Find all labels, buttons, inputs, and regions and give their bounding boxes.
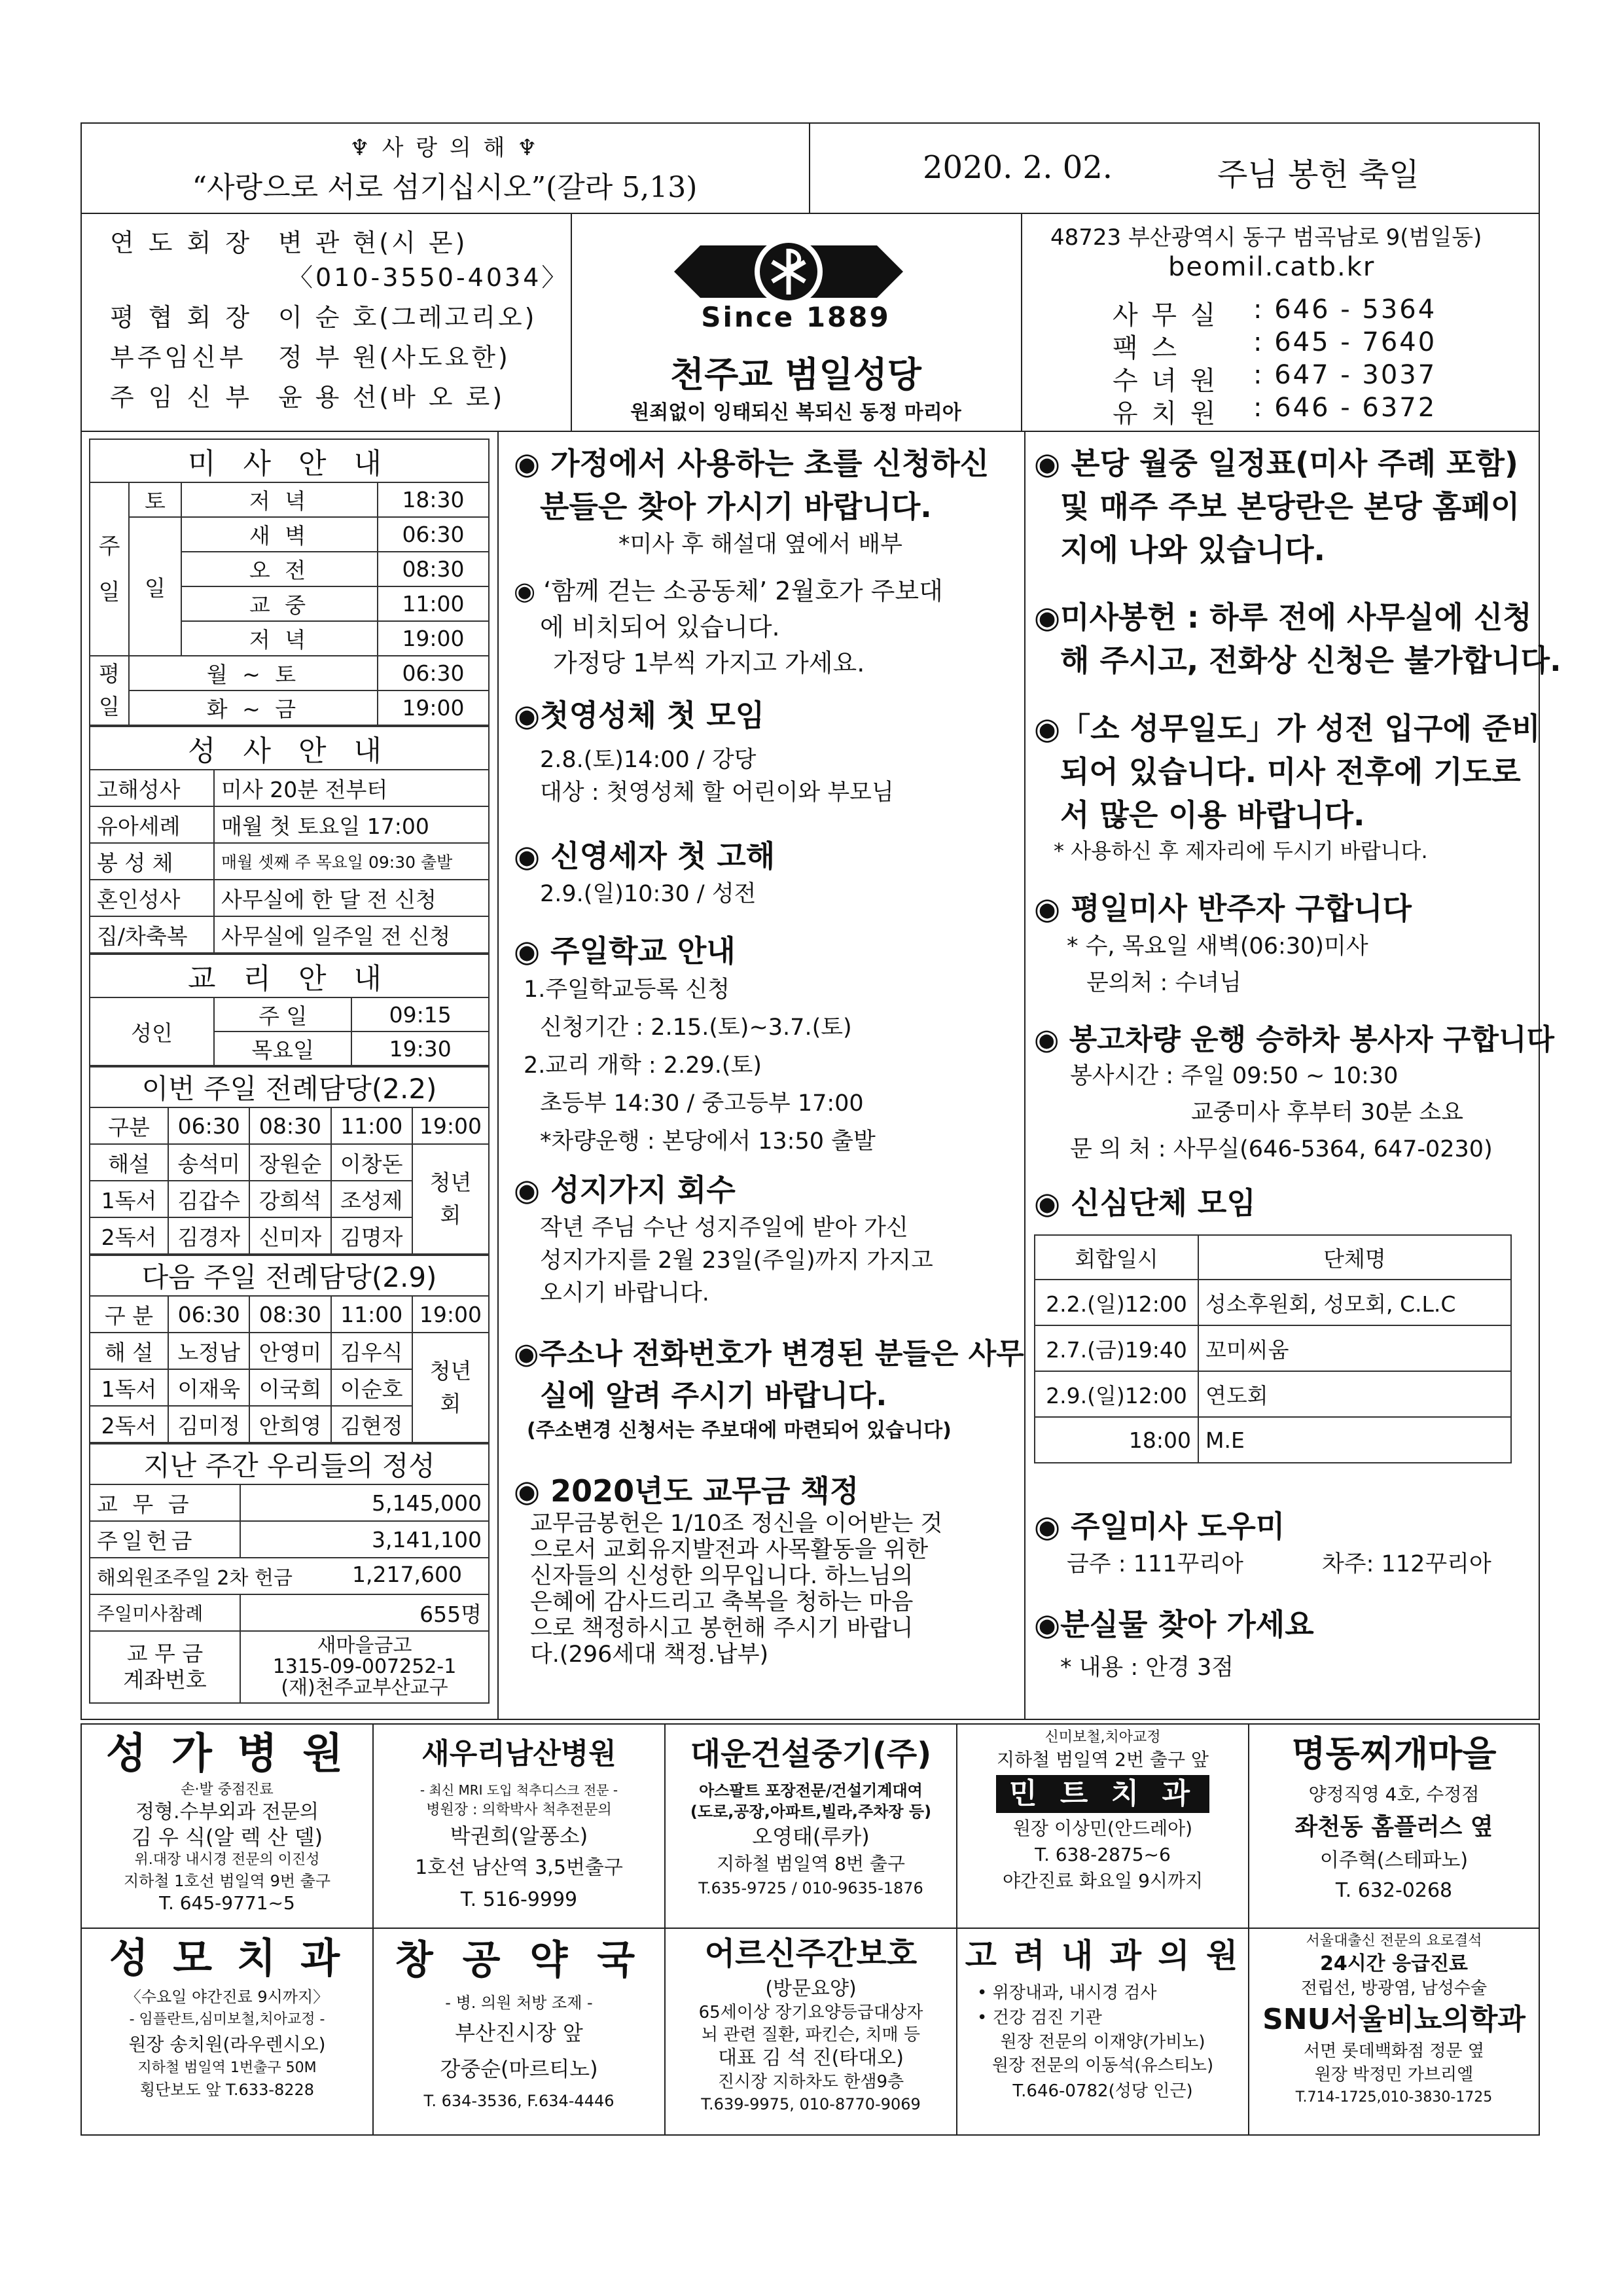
ad-line: 병원장 : 의학박사 척추전문의 — [426, 1802, 612, 1818]
notice-title: ◉ 가정에서 사용하는 초를 신청하신 — [514, 446, 990, 481]
name-cell: 강희석 — [249, 1181, 330, 1217]
next-week-title: 다음 주일 전례담당(2.9) — [90, 1255, 489, 1296]
phone-number: : 646 - 6372 — [1253, 393, 1437, 423]
ad-line: T. 632-0268 — [1335, 1879, 1453, 1902]
ad-mint-dental — [957, 1728, 1248, 1924]
group-name: M.E — [1198, 1417, 1511, 1463]
weekday-label: 평일 — [90, 656, 129, 725]
name-cell: 장원순 — [249, 1144, 330, 1181]
ad-line: 오영태(루카) — [752, 1824, 870, 1849]
name-cell: 이창돈 — [331, 1144, 412, 1181]
ad-line: T.635-9725 / 010-9635-1876 — [698, 1879, 923, 1897]
header-cell: 06:30 — [168, 1107, 249, 1144]
notice-line: 교중미사 후부터 30분 소요 — [1191, 1100, 1464, 1126]
ad-line: - 임플란트,심미보철,치아교정 - — [129, 2011, 325, 2028]
name-cell: 안영미 — [249, 1333, 330, 1369]
middle-column — [514, 440, 1024, 1668]
notice-altar-servers — [1034, 1503, 1531, 1601]
notice-line: * 사용하신 후 제자리에 두시기 바랍니다. — [1054, 838, 1428, 863]
sacrament-value: 매월 셋째 주 목요일 09:30 출발 — [214, 843, 489, 880]
ad-line: 김 우 식(알 렉 산 델) — [131, 1825, 323, 1850]
role-cell: 1독서 — [90, 1369, 168, 1406]
name-cell: 김경자 — [168, 1217, 249, 1254]
account-label-line: 교 무 금 — [126, 1641, 204, 1666]
ad-line: - 병. 의원 처방 조제 - — [445, 1994, 593, 2012]
header-cell: 19:00 — [412, 1296, 489, 1333]
mass-name: 오 전 — [181, 552, 378, 586]
notice-line: 으로서 교회유지발전과 사목활동을 위한 — [530, 1537, 929, 1563]
notice-title: ◉ 본당 월중 일정표(미사 주례 포함) — [1034, 446, 1518, 481]
ad-line: 아스팔트 포장전문/건설기계대여 — [699, 1782, 923, 1800]
account-info — [240, 1631, 489, 1703]
column-divider — [1024, 431, 1026, 1720]
header-cell: 06:30 — [168, 1296, 249, 1333]
ad-line: 24시간 응급진료 — [1319, 1952, 1469, 1975]
catechism-title: 교 리 안 내 — [90, 954, 489, 997]
notice-title: ◉ 신심단체 모임 — [1034, 1185, 1256, 1221]
notice-address-change — [514, 1330, 1024, 1467]
name-cell: 신미자 — [249, 1217, 330, 1254]
ad-line: • 위장내과, 내시경 검사 — [977, 1983, 1157, 2003]
group-name: 연도회 — [1198, 1371, 1511, 1417]
youth-cell: 청년회 — [412, 1144, 489, 1254]
notice-line: *차량운행 : 본당에서 13:50 출발 — [540, 1128, 876, 1155]
group-when: 2.9.(일)12:00 — [1035, 1371, 1198, 1417]
offering-value: 5,145,000 — [240, 1484, 489, 1521]
this-week-title: 이번 주일 전례담당(2.2) — [90, 1067, 489, 1107]
sacrament-name: 고해성사 — [90, 770, 214, 806]
notice-organist-wanted — [1034, 885, 1531, 1016]
officer-role: 주 임 신 부 — [110, 383, 253, 412]
this-week-liturgy-table — [89, 1066, 490, 1255]
ad-line: (방문요양) — [765, 1977, 857, 2000]
notice-title: ◉미사봉헌 : 하루 전에 사무실에 신청 — [1034, 600, 1532, 635]
notice-line: * 수, 목요일 새벽(06:30)미사 — [1067, 933, 1368, 960]
notice-community-magazine — [514, 571, 1018, 692]
notice-lost-found — [1034, 1601, 1531, 1682]
sacrament-title: 성 사 안 내 — [90, 726, 489, 770]
notice-line: 으로 책정하시고 봉헌해 주시기 바랍니 — [530, 1615, 914, 1641]
notice-line: 2.8.(토)14:00 / 강당 — [540, 747, 757, 773]
offering-value: 3,141,100 — [240, 1521, 489, 1558]
ad-line: 지하철 범일역 1번출구 50M — [137, 2060, 317, 2076]
notice-line: 2.9.(일)10:30 / 성전 — [540, 881, 757, 907]
ad-line: 지하철 1호선 범일역 9번 출구 — [123, 1872, 331, 1890]
name-cell: 김우식 — [331, 1333, 412, 1369]
mass-name: 저 녁 — [181, 482, 378, 517]
divider — [809, 122, 810, 214]
notice-line: *미사 후 해설대 옆에서 배부 — [618, 531, 902, 558]
ad-line: 65세이상 장기요양등급대상자 — [698, 2003, 923, 2022]
notice-line: (주소변경 신청서는 주보대에 마련되어 있습니다) — [527, 1419, 952, 1442]
ad-line: T. 645-9771~5 — [159, 1892, 295, 1914]
ad-line: 뇌 관련 질환, 파킨슨, 치매 등 — [701, 2025, 921, 2045]
name-cell: 김갑수 — [168, 1181, 249, 1217]
next-week-servers: 차주: 112꾸리아 — [1322, 1551, 1491, 1577]
sunday-name: 주님 봉헌 축일 — [1217, 156, 1419, 193]
notice-van-volunteers — [1034, 1016, 1555, 1179]
notice-title: ◉ 평일미사 반주자 구합니다 — [1034, 891, 1412, 926]
sacrament-name: 혼인성사 — [90, 880, 214, 916]
notice-line: 가정당 1부씩 가지고 가세요. — [553, 649, 865, 677]
notice-line: 은혜에 감사드리고 축복을 청하는 마음 — [530, 1589, 914, 1615]
ad-sungga-hospital — [82, 1728, 372, 1924]
phone-number: : 645 - 7640 — [1253, 327, 1437, 357]
header-cell: 11:00 — [331, 1107, 412, 1144]
header-cell: 08:30 — [249, 1107, 330, 1144]
notice-title: ◉ 신영세자 첫 고해 — [514, 838, 776, 874]
motto: “사랑으로 서로 섬기십시오”(갈라 5,13) — [192, 171, 698, 204]
officer-phone: 〈010-3550-4034〉 — [288, 263, 569, 292]
year-theme: ♆ 사 랑 의 해 ♆ — [349, 135, 540, 161]
ad-line: 강중순(마르티노) — [440, 2056, 598, 2081]
notice-title: ◉「소 성무일도」가 성전 입구에 준비 — [1034, 711, 1541, 746]
notice-title: ◉첫영성체 첫 모임 — [514, 698, 765, 733]
sacrament-name: 집/차축복 — [90, 916, 214, 953]
account-label — [90, 1631, 240, 1703]
notice-mass-offering — [1034, 594, 1561, 705]
day-cell: 토 — [129, 482, 181, 517]
notice-line: 분들은 찾아 가시기 바랍니다. — [540, 489, 932, 524]
account-label-line: 계좌번호 — [123, 1667, 207, 1693]
officer-name: 변 관 현(시 몬) — [278, 228, 468, 257]
ad-title: 성 가 병 원 — [105, 1730, 349, 1778]
header-cell: 회합일시 — [1035, 1235, 1198, 1280]
group-when: 2.7.(금)19:40 — [1035, 1325, 1198, 1371]
catechism-time: 09:15 — [351, 997, 489, 1031]
ad-line: 횡단보도 앞 T.633-8228 — [139, 2081, 315, 2099]
notice-line: 문의처 : 수녀님 — [1086, 970, 1241, 996]
day-cell: 일 — [129, 517, 181, 656]
notice-title: ◉ 주일학교 안내 — [514, 933, 736, 969]
mass-name: 교 중 — [181, 586, 378, 621]
account-line: (재)천주교부산교구 — [281, 1676, 448, 1699]
notice-line: 2.교리 개학 : 2.29.(토) — [524, 1052, 762, 1079]
officer-role: 연 도 회 장 — [110, 228, 253, 257]
notice-line: 실에 알려 주시기 바랍니다. — [540, 1379, 887, 1412]
ad-title: 고 려 내 과 의 원 — [965, 1937, 1241, 1975]
ad-myeongdong-stew — [1249, 1728, 1539, 1924]
phone-number: : 646 - 5364 — [1253, 295, 1437, 325]
offering-name: 주일헌금 — [90, 1521, 240, 1558]
notice-candles — [514, 440, 1018, 571]
notice-line: 성지가지를 2월 23일(주일)까지 가지고 — [540, 1247, 933, 1274]
offerings-title: 지난 주간 우리들의 정성 — [90, 1444, 489, 1484]
phone-number: : 647 - 3037 — [1253, 360, 1437, 390]
ad-senior-daycare — [666, 1931, 956, 2134]
ad-saeuri-hospital — [374, 1728, 664, 1924]
mass-name: 새 벽 — [181, 517, 378, 552]
ad-line: 〈수요일 야간진료 9시까지〉 — [125, 1988, 329, 2006]
notice-monthly-schedule — [1034, 440, 1531, 594]
notice-tithe — [514, 1467, 1018, 1668]
mass-time: 11:00 — [378, 586, 489, 621]
sunday-label: 주일 — [90, 482, 129, 656]
notice-first-communion — [514, 692, 1018, 833]
header-cell: 19:00 — [412, 1107, 489, 1144]
offering-name: 해외원조주일 2차 헌금 — [97, 1567, 293, 1590]
name-cell: 조성제 — [331, 1181, 412, 1217]
ad-line: T.646-0782(성당 인근) — [1012, 2081, 1193, 2101]
notice-line: 해 주시고, 전화상 신청은 불가합니다. — [1060, 643, 1561, 678]
issue-date: 2020. 2. 02. — [923, 149, 1113, 186]
offering-name: 주일미사참례 — [90, 1594, 240, 1631]
mass-time: 08:30 — [378, 552, 489, 586]
ad-line: 서울대출신 전문의 요로결석 — [1306, 1933, 1482, 1949]
ad-line: T. 638-2875~6 — [1035, 1844, 1171, 1865]
notice-line: 작년 주님 수난 성지주일에 받아 가신 — [540, 1215, 908, 1241]
notice-palm-branches — [514, 1166, 1018, 1330]
notice-title: ◉ ‘함께 걷는 소공동체’ 2월호가 주보대 — [514, 577, 943, 605]
ad-line: 위.대장 내시경 전문의 이진성 — [134, 1852, 320, 1868]
notice-line: * 내용 : 안경 3점 — [1060, 1655, 1234, 1681]
ad-line: 진시장 지하차도 한샘9층 — [717, 2072, 904, 2092]
ad-line: 1호선 남산역 3,5번출구 — [415, 1856, 623, 1879]
notice-line: 지에 나와 있습니다. — [1060, 532, 1325, 567]
notice-line: 되어 있습니다. 미사 전후에 기도로 — [1060, 754, 1521, 789]
account-line: 새마을금고 — [317, 1634, 412, 1657]
mass-time: 19:00 — [378, 621, 489, 656]
notice-new-baptized — [514, 833, 1018, 927]
ad-line: 원장 송치원(라우렌시오) — [128, 2034, 326, 2055]
notice-liturgy-hours — [1034, 705, 1541, 885]
notice-title: ◉ 봉고차량 운행 승하차 봉사자 구합니다 — [1034, 1023, 1555, 1056]
mass-time: 06:30 — [378, 517, 489, 552]
ad-daewoon-construction — [666, 1728, 956, 1924]
ad-title: 창 공 약 국 — [395, 1937, 643, 1983]
mass-guide-table — [89, 439, 490, 726]
sacrament-name: 유아세례 — [90, 806, 214, 843]
notice-line: 다.(296세대 책정.납부) — [530, 1641, 769, 1668]
header-cell: 11:00 — [331, 1296, 412, 1333]
notice-sunday-school — [514, 927, 1018, 1166]
catechism-day: 목요일 — [214, 1031, 351, 1066]
group-when: 18:00 — [1035, 1417, 1198, 1463]
group-name: 꼬미씨움 — [1198, 1325, 1511, 1371]
notice-line: 신자들의 신성한 의무입니다. 하느님의 — [530, 1563, 914, 1589]
left-column — [89, 439, 490, 1704]
sacrament-value: 사무실에 한 달 전 신청 — [214, 880, 489, 916]
ad-line: 지하철 범일역 2번 출구 앞 — [997, 1749, 1209, 1770]
ad-line: (도로,공장,아파트,빌라,주차장 등) — [690, 1803, 932, 1821]
phone-label: 팩 스 — [1113, 333, 1179, 363]
role-cell: 해설 — [90, 1144, 168, 1181]
notice-line: 신청기간 : 2.15.(토)~3.7.(토) — [540, 1014, 852, 1041]
notice-groups — [1034, 1179, 1531, 1463]
ad-title: 대운건설중기(주) — [690, 1736, 932, 1772]
name-cell: 김미정 — [168, 1406, 249, 1443]
ad-line: T. 634-3536, F.634-4446 — [423, 2092, 615, 2110]
address: 48723 부산광역시 동구 범곡남로 9(범일동) — [1050, 224, 1482, 251]
this-week-servers: 금주 : 111꾸리아 — [1067, 1551, 1243, 1577]
officer-name: 정 부 원(사도요한) — [278, 343, 510, 372]
phone-label: 유 치 원 — [1113, 399, 1219, 429]
ad-line: 부산진시장 앞 — [455, 2020, 583, 2045]
mass-guide-title: 미 사 안 내 — [90, 439, 489, 482]
notice-line: 에 비치되어 있습니다. — [540, 613, 780, 641]
ad-line: 손·발 중점진료 — [181, 1782, 274, 1798]
next-week-liturgy-table — [89, 1255, 490, 1443]
ad-goryeo-clinic — [957, 1931, 1248, 2134]
ad-line: T. 516-9999 — [460, 1888, 578, 1911]
ad-line: T.714-1725,010-3830-1725 — [1295, 2089, 1493, 2106]
right-column — [1034, 440, 1561, 1682]
notice-line: 대상 : 첫영성체 할 어린이와 부모님 — [540, 780, 894, 806]
notice-line: 교무금봉헌은 1/10조 정신을 이어받는 것 — [530, 1511, 943, 1537]
header-cell: 구분 — [90, 1107, 168, 1144]
ad-snu-urology — [1249, 1931, 1539, 2134]
offerings-table — [89, 1443, 490, 1704]
offering-name: 교 무 금 — [90, 1484, 240, 1521]
ad-line: 원장 박정민 가브리엘 — [1314, 2065, 1474, 2085]
ad-line: 대표 김 석 진(타대오) — [718, 2047, 904, 2070]
name-cell: 김현정 — [331, 1406, 412, 1443]
mass-time: 19:00 — [378, 691, 489, 725]
sacrament-value: 미사 20분 전부터 — [214, 770, 489, 806]
role-cell: 1독서 — [90, 1181, 168, 1217]
sacrament-name: 봉 성 체 — [90, 843, 214, 880]
website-link[interactable]: beomil.catb.kr — [1168, 252, 1376, 282]
notice-line: 문 의 처 : 사무실(646-5364, 647-0230) — [1070, 1136, 1493, 1162]
notice-title: ◉ 주일미사 도우미 — [1034, 1509, 1285, 1544]
group-when: 2.2.(일)12:00 — [1035, 1280, 1198, 1325]
role-cell: 해 설 — [90, 1333, 168, 1369]
groups-table — [1034, 1234, 1512, 1463]
ad-line: 서면 롯데백화점 정문 옆 — [1304, 2041, 1484, 2061]
name-cell: 이재욱 — [168, 1369, 249, 1406]
mass-days: 화 ~ 금 — [129, 691, 378, 725]
divider — [1021, 213, 1022, 432]
officer-role: 평 협 회 장 — [110, 303, 253, 332]
ad-seongmo-dental — [82, 1931, 372, 2134]
ad-line: 원장 전문의 이동석(유스티노) — [991, 2056, 1214, 2075]
notice-title: ◉ 2020년도 교무금 책정 — [514, 1473, 859, 1509]
ad-line: 신미보철,치아교정 — [1044, 1729, 1161, 1746]
ad-line: 야간진료 화요일 9시까지 — [1002, 1870, 1204, 1892]
ad-title: 명동찌개마을 — [1291, 1733, 1497, 1774]
catechism-time: 19:30 — [351, 1031, 489, 1066]
ad-line: 전립선, 방광염, 남성수술 — [1300, 1979, 1488, 1998]
ad-title: 어르신주간보호 — [704, 1935, 918, 1972]
role-cell: 2독서 — [90, 1406, 168, 1443]
youth-cell: 청년회 — [412, 1333, 489, 1443]
ad-title: 새우리남산병원 — [421, 1737, 616, 1770]
sacrament-value: 사무실에 일주일 전 신청 — [214, 916, 489, 953]
notice-line: 서 많은 이용 바랍니다. — [1060, 797, 1365, 833]
ad-line: 양정직영 4호, 수정점 — [1308, 1784, 1480, 1805]
account-line: 1315-09-007252-1 — [272, 1655, 457, 1678]
header-cell: 단체명 — [1198, 1235, 1511, 1280]
offering-value: 655명 — [240, 1594, 489, 1631]
mass-time: 06:30 — [378, 656, 489, 691]
header-cell: 구 분 — [90, 1296, 168, 1333]
ad-line: • 건강 검진 기관 — [977, 2008, 1102, 2028]
mass-name: 저 녁 — [181, 621, 378, 656]
notice-line: 1.주일학교등록 신청 — [524, 977, 730, 1003]
mass-days: 월 ~ 토 — [129, 656, 378, 691]
ads-divider — [80, 1928, 1540, 1929]
column-divider — [497, 431, 499, 1720]
sacrament-table — [89, 726, 490, 954]
sacrament-value: 매월 첫 토요일 17:00 — [214, 806, 489, 843]
catechism-day: 주 일 — [214, 997, 351, 1031]
name-cell: 이국희 — [249, 1369, 330, 1406]
notice-title: ◉ 성지가지 회수 — [514, 1172, 736, 1208]
ad-changgong-pharmacy — [374, 1931, 664, 2134]
ad-line: - 최신 MRI 도입 척추디스크 전문 - — [419, 1782, 618, 1798]
name-cell: 노정남 — [168, 1333, 249, 1369]
notice-line: 봉사시간 : 주일 09:50 ~ 10:30 — [1070, 1063, 1399, 1089]
notice-line: 및 매주 주보 본당란은 본당 홈페이 — [1060, 489, 1520, 524]
ad-title: 민 트 치 과 — [996, 1775, 1209, 1813]
notice-title: ◉분실물 찾아 가세요 — [1034, 1607, 1314, 1642]
mass-time: 18:30 — [378, 482, 489, 517]
ad-title: 성 모 치 과 — [109, 1934, 346, 1982]
officer-name: 이 순 호(그레고리오) — [278, 303, 537, 332]
notice-line: 초등부 14:30 / 중고등부 17:00 — [540, 1090, 864, 1117]
phone-label: 수 녀 원 — [1113, 366, 1219, 396]
phone-label: 사 무 실 — [1113, 300, 1219, 331]
group-name: 성소후원회, 성모회, C.L.C — [1198, 1280, 1511, 1325]
church-name: 천주교 범일성당 — [670, 353, 921, 395]
officer-role: 부주임신부 — [110, 343, 247, 372]
name-cell: 송석미 — [168, 1144, 249, 1181]
ad-line: 좌천동 홈플러스 옆 — [1294, 1814, 1493, 1840]
name-cell: 안희영 — [249, 1406, 330, 1443]
ad-line: 지하철 범일역 8번 출구 — [717, 1853, 905, 1874]
header-cell: 08:30 — [249, 1296, 330, 1333]
patron-saint: 원죄없이 잉태되신 복되신 동정 마리아 — [630, 401, 961, 424]
role-cell: 2독서 — [90, 1217, 168, 1254]
catechism-table — [89, 954, 490, 1066]
notice-line: 오시기 바랍니다. — [540, 1280, 709, 1306]
ad-line: 박권희(알퐁소) — [450, 1823, 588, 1848]
name-cell: 이순호 — [331, 1369, 412, 1406]
name-cell: 김명자 — [331, 1217, 412, 1254]
ad-line: 원장 이상민(안드레아) — [1012, 1818, 1193, 1839]
officer-name: 윤 용 선(바 오 로) — [278, 383, 505, 412]
ad-line: 정형.수부외과 전문의 — [135, 1801, 319, 1823]
catechism-label: 성인 — [90, 997, 214, 1066]
since-label: Since 1889 — [701, 301, 891, 333]
ad-title: SNU서울비뇨의학과 — [1262, 2003, 1525, 2036]
notice-title: ◉주소나 전화번호가 변경된 분들은 사무 — [514, 1337, 1024, 1371]
ad-line: T.639-9975, 010-8770-9069 — [701, 2095, 921, 2113]
notice-line — [1034, 1546, 1531, 1579]
offering-value: 1,217,600 — [352, 1562, 462, 1587]
offering-row — [90, 1558, 489, 1594]
ad-line: 이주혁(스테파노) — [1319, 1849, 1469, 1872]
ad-line: 원장 전문의 이재양(가비노) — [1000, 2032, 1205, 2052]
